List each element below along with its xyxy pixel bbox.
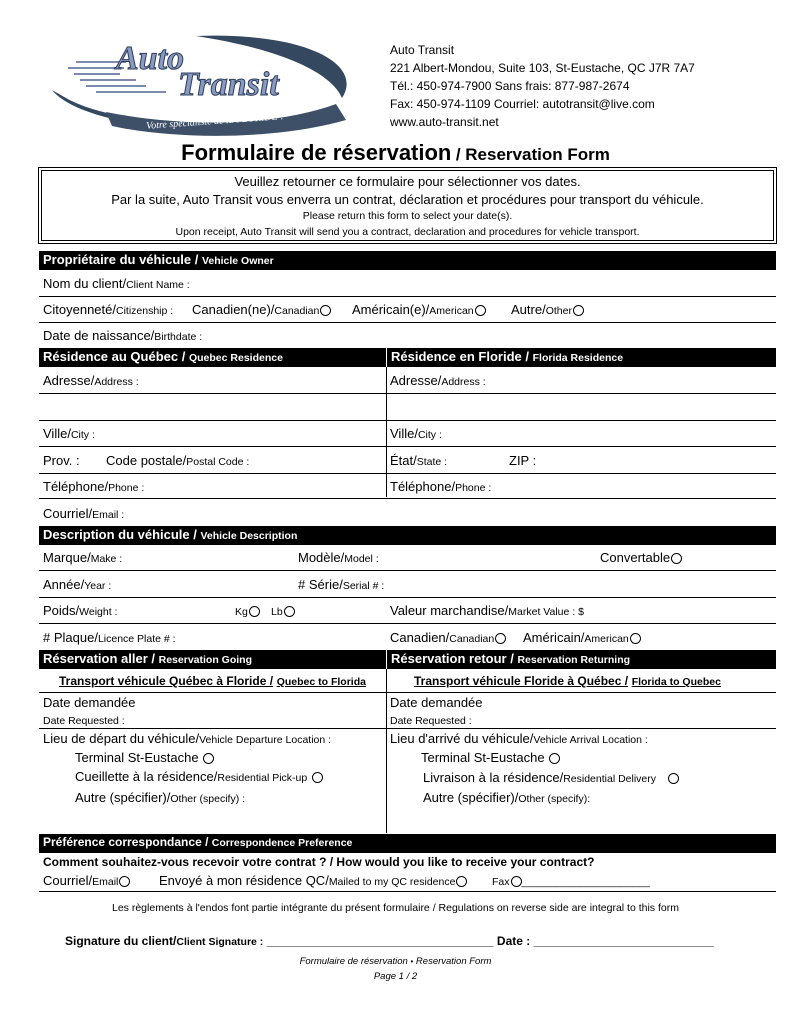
company-fax-email: Fax: 450-974-1109 Courriel: autotransit@live.com <box>390 97 655 111</box>
qc-province-field[interactable]: Prov. : <box>43 453 80 468</box>
company-address: 221 Albert-Mondou, Suite 103, St-Eustache, QC J7R 7A7 <box>390 61 695 75</box>
intro-en-2: Upon receipt, Auto Transit will send you a contract, declaration and procedures for vehicle transport. <box>175 226 640 238</box>
weight-field[interactable]: Poids/Weight : <box>43 603 118 618</box>
departure-other-field[interactable]: Autre (spécifier)/Other (specify) : <box>75 790 246 805</box>
correspondence-mail-option[interactable]: Envoyé à mon résidence QC/Mailed to my QC residence <box>159 873 467 890</box>
departure-pickup-radio[interactable] <box>312 772 323 783</box>
american-radio[interactable] <box>475 305 486 316</box>
page-title <box>0 140 791 166</box>
signature-row: Signature du client/Client Signature : __________________________________ Date : ___________________________ <box>65 934 714 948</box>
returning-subheader: Transport véhicule Floride à Québec / Florida to Quebec <box>414 674 721 688</box>
weight-kg-option[interactable]: Kg <box>235 603 260 620</box>
returning-header: Réservation retour / Reservation Returning <box>387 650 776 669</box>
convertible-option[interactable]: Convertable <box>600 550 682 566</box>
logo-text-auto: Auto <box>116 40 185 77</box>
going-date-field[interactable]: Date demandée Date Requested : <box>43 695 136 727</box>
title-fr: Formulaire de réservation <box>181 140 452 165</box>
logo-text-transit: Transit <box>178 66 279 103</box>
birthdate-field[interactable]: Date de naissance/Birthdate : <box>43 328 203 343</box>
correspondence-question: Comment souhaitez-vous recevoir votre contrat ? / How would you like to receive your contract? <box>43 855 595 869</box>
qc-address-field[interactable]: Adresse/Address : <box>43 373 139 388</box>
arrival-terminal-radio[interactable] <box>549 753 560 764</box>
correspondence-header: Préférence correspondance / Correspondence Preference <box>39 834 776 853</box>
kg-radio[interactable] <box>249 606 260 617</box>
arrival-other-field[interactable]: Autre (spécifier)/Other (specify): <box>423 790 591 805</box>
company-phones: Tél.: 450-974-7900 Sans frais: 877-987-2674 <box>390 79 630 93</box>
model-field[interactable]: Modèle/Model : <box>298 550 379 565</box>
convertible-radio[interactable] <box>671 553 682 564</box>
intro-fr-1: Veuillez retourner ce formulaire pour sélectionner vos dates. <box>234 174 581 189</box>
returning-date-field[interactable]: Date demandée Date Requested : <box>390 695 483 727</box>
serial-field[interactable]: # Série/Serial # : <box>298 577 385 592</box>
vehicle-header: Description du véhicule / Vehicle Description <box>39 526 776 545</box>
correspondence-fax-option[interactable]: Fax ______________________ <box>492 876 650 888</box>
departure-terminal-option[interactable]: Terminal St-Eustache <box>75 750 214 766</box>
signature-line[interactable]: __________________________________ <box>266 934 494 948</box>
client-name-field[interactable]: Nom du client/Client Name : <box>43 276 190 291</box>
qc-phone-field[interactable]: Téléphone/Phone : <box>43 479 145 494</box>
intro-box <box>38 167 777 244</box>
plate-field[interactable]: # Plaque/Licence Plate # : <box>43 630 176 645</box>
correspondence-fax-radio[interactable] <box>511 876 522 887</box>
florida-residence-header: Résidence en Floride / Florida Residence <box>387 348 776 367</box>
company-name: Auto Transit <box>390 43 455 57</box>
year-field[interactable]: Année/Year : <box>43 577 112 592</box>
fl-zip-field[interactable]: ZIP : <box>509 453 537 468</box>
intro-fr-2: Par la suite, Auto Transit vous enverra un contrat, déclaration et procédures pour transport du véhicule. <box>111 192 704 207</box>
market-value-field[interactable]: Valeur marchandise/Market Value : $ <box>390 603 584 618</box>
arrival-delivery-radio[interactable] <box>668 773 679 784</box>
correspondence-mail-radio[interactable] <box>456 876 467 887</box>
email-field[interactable]: Courriel/Email : <box>43 506 125 521</box>
correspondence-email-option[interactable]: Courriel/Email <box>43 873 130 890</box>
fl-address-field[interactable]: Adresse/Address : <box>390 373 486 388</box>
other-radio[interactable] <box>573 305 584 316</box>
citizenship-canadian-option[interactable]: Canadien(ne)/Canadian <box>192 302 331 319</box>
company-website: www.auto-transit.net <box>390 115 499 129</box>
going-header: Réservation aller / Reservation Going <box>39 650 386 669</box>
plate-american-radio[interactable] <box>630 633 641 644</box>
fl-state-field[interactable]: État/State : <box>390 453 448 468</box>
qc-city-field[interactable]: Ville/City : <box>43 426 95 441</box>
lb-radio[interactable] <box>284 606 295 617</box>
departure-location-label: Lieu de départ du véhicule/Vehicle Departure Location : <box>43 731 332 746</box>
canadian-radio[interactable] <box>320 305 331 316</box>
signature-date-line[interactable]: ___________________________ <box>533 934 714 948</box>
plate-canadian-radio[interactable] <box>495 633 506 644</box>
citizenship-other-option[interactable]: Autre/Other <box>511 302 584 319</box>
plate-american-option[interactable]: Américain/American <box>523 630 641 647</box>
company-info <box>390 41 695 131</box>
citizenship-row: Citoyenneté/Citizenship : <box>43 302 174 317</box>
footer-form-name: Formulaire de réservation • Reservation Form <box>299 956 492 967</box>
arrival-terminal-option[interactable]: Terminal St-Eustache <box>421 750 560 766</box>
fl-phone-field[interactable]: Téléphone/Phone : <box>390 479 492 494</box>
make-field[interactable]: Marque/Make : <box>43 550 123 565</box>
citizenship-american-option[interactable]: Américain(e)/American <box>352 302 486 319</box>
departure-pickup-option[interactable]: Cueillette à la résidence/Residential Pick-up <box>75 769 323 786</box>
qc-postal-code-field[interactable]: Code postale/Postal Code : <box>106 453 250 468</box>
intro-en-1: Please return this form to select your date(s). <box>302 210 513 222</box>
fl-city-field[interactable]: Ville/City : <box>390 426 442 441</box>
departure-terminal-radio[interactable] <box>203 753 214 764</box>
quebec-residence-header: Résidence au Québec / Quebec Residence <box>39 348 386 367</box>
arrival-delivery-option[interactable]: Livraison à la résidence/Residential Delivery <box>423 770 679 787</box>
going-subheader: Transport véhicule Québec à Floride / Quebec to Florida <box>59 674 366 688</box>
owner-header: Propriétaire du véhicule / Vehicle Owner <box>39 251 776 270</box>
logo-tagline: Votre spécialiste de la FLORIDE ! <box>145 111 284 132</box>
correspondence-email-radio[interactable] <box>119 876 130 887</box>
regulations-note: Les règlements à l'endos font partie intégrante du présent formulaire / Regulations on reverse side are integral to this form <box>112 902 679 914</box>
plate-canadian-option[interactable]: Canadien/Canadian <box>390 630 506 647</box>
weight-lb-option[interactable]: Lb <box>271 603 295 620</box>
title-en: / Reservation Form <box>455 145 610 164</box>
footer-page-number: Page 1 / 2 <box>373 971 418 982</box>
arrival-location-label: Lieu d'arrivé du véhicule/Vehicle Arrival Location : <box>390 731 648 746</box>
